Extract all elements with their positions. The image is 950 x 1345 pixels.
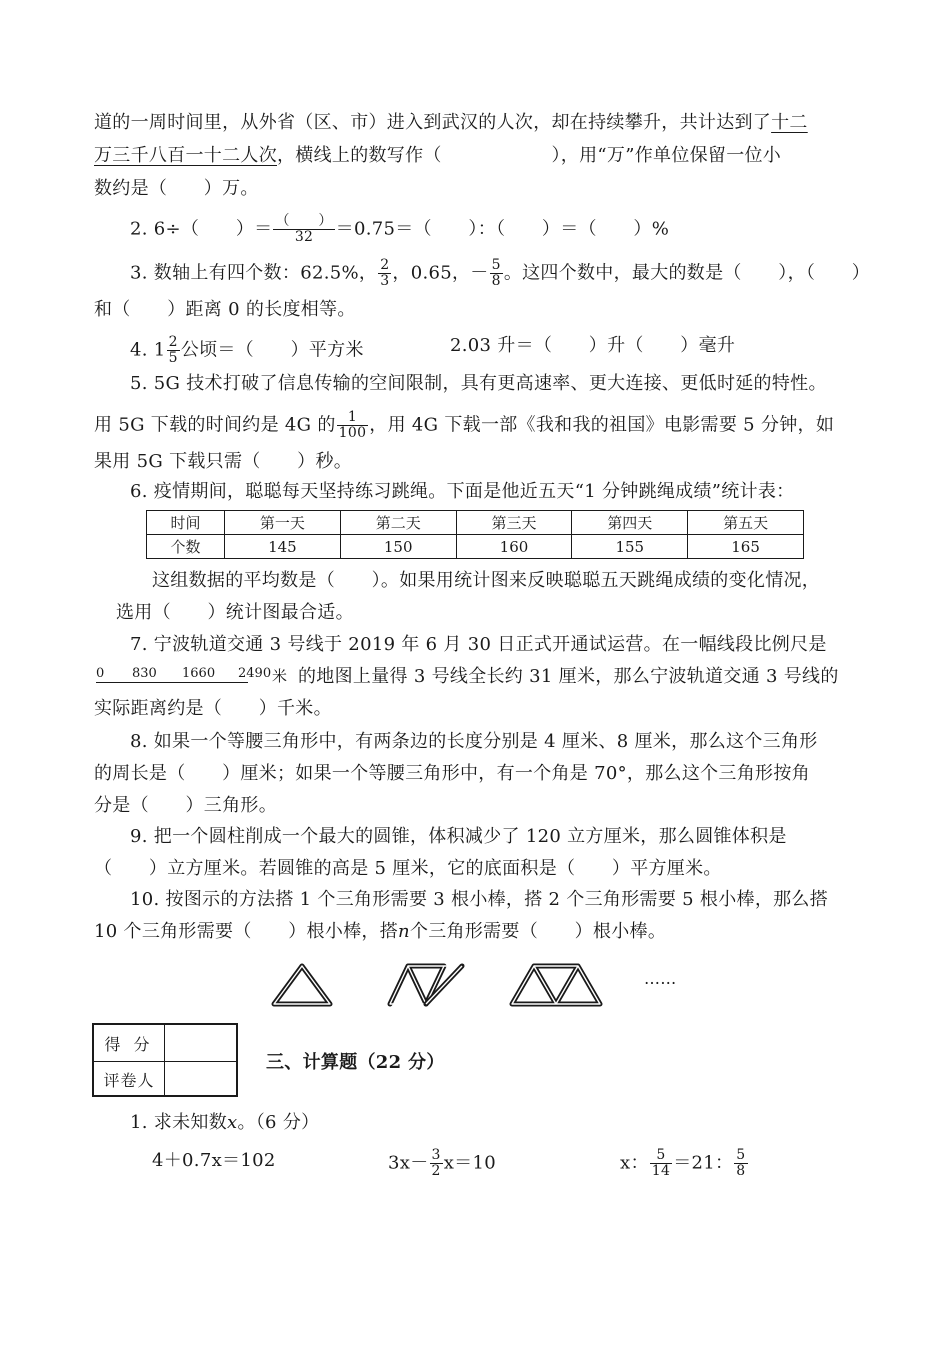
q7-line3: 实际距离约是（ ）千米。 (94, 698, 332, 719)
eq3-f2-num: 5 (736, 1147, 746, 1163)
eq3-f1-den: 14 (651, 1163, 671, 1179)
score-box (92, 1023, 238, 1097)
table-cell: 165 (688, 535, 804, 559)
equation-1: 4＋0.7x＝102 (152, 1150, 276, 1171)
table-row-label: 个数 (147, 535, 225, 559)
q10-text-b: 个三角形需要（ ）根小棒。 (409, 921, 667, 942)
three-triangles-figure (508, 962, 612, 1008)
q6-line2: 这组数据的平均数是（ ）。如果用统计图来反映聪聪五天跳绳成绩的变化情况， (152, 570, 821, 591)
table-header-cell: 时间 (147, 511, 225, 535)
table-cell: 145 (225, 535, 341, 559)
scale-label: 2490 (238, 666, 272, 681)
q4-text-a: 4. 1 (130, 339, 166, 361)
q4-f-num: 2 (168, 334, 178, 350)
q10-line2 (94, 921, 666, 943)
q5-f-den: 100 (338, 425, 367, 441)
s3q1-text-b: 。（6 分） (237, 1112, 320, 1133)
q3-text-c: 。这四个数中，最大的数是（ ），（ ） (503, 262, 871, 284)
q2-line (130, 214, 669, 245)
q3-fraction-1 (378, 258, 391, 289)
s3q1-text-a: 1. 求未知数 (130, 1112, 227, 1133)
eq3-f1-num: 5 (650, 1148, 672, 1164)
figure-ellipsis: …… (644, 969, 677, 988)
q4-line-c: 2.03 升＝（ ）升（ ）毫升 (450, 335, 736, 356)
table-header-cell: 第二天 (340, 511, 456, 535)
q6-line3: 选用（ ）统计图最合适。 (116, 602, 354, 623)
table-header-row (147, 511, 804, 535)
eq2-text-a: 3x－ (388, 1152, 429, 1174)
q2-text-a: 2. 6÷（ ）＝ (130, 218, 273, 240)
scale-label: 0 (96, 666, 105, 681)
q3-text-b: ，0.65，－ (392, 262, 489, 284)
table-row (147, 535, 804, 559)
q3-fraction-2 (490, 258, 503, 289)
q2-frac-num: （ ） (275, 213, 333, 229)
section-3-q1-title (130, 1112, 319, 1134)
q1-line3: 数约是（ ）万。 (94, 178, 259, 199)
q4-fraction (167, 335, 180, 366)
eq2-text-b: x＝10 (443, 1152, 496, 1174)
table-cell: 155 (572, 535, 688, 559)
q3-f2-num: 5 (491, 257, 501, 273)
q3-f2-den: 8 (491, 273, 501, 289)
q1-underlined-a: 十二 (771, 112, 808, 133)
q4-text-b: 公顷＝（ ）平方米 (180, 339, 364, 361)
q8-line1: 8. 如果一个等腰三角形中，有两条边的长度分别是 4 厘米、8 厘米，那么这个三角形 (130, 731, 818, 752)
jump-rope-table (146, 510, 804, 559)
q1-line1 (94, 112, 808, 134)
eq3-f2-den: 8 (736, 1163, 746, 1179)
eq3-fraction-2 (734, 1148, 747, 1179)
q2-text-b: ＝0.75＝（ ）：（ ）＝（ ）% (335, 218, 670, 240)
s3q1-variable-x: x (227, 1112, 238, 1133)
table-cell: 150 (340, 535, 456, 559)
q1-line2 (94, 145, 781, 167)
eq2-f-num: 3 (431, 1147, 441, 1163)
q4-line-a (130, 335, 364, 366)
scale-label: 830 (132, 666, 157, 681)
q8-line2: 的周长是（ ）厘米；如果一个等腰三角形中，有一个角是 70°，那么这个三角形按角 (94, 763, 810, 784)
table-header-cell: 第五天 (688, 511, 804, 535)
grader-row (94, 1061, 236, 1097)
score-row (94, 1025, 236, 1062)
q9-line1: 9. 把一个圆柱削成一个最大的圆锥，体积减少了 120 立方厘米，那么圆锥体积是 (130, 826, 787, 847)
table-cell: 160 (456, 535, 572, 559)
q3-text-a: 3. 数轴上有四个数：62.5%， (130, 262, 378, 284)
q1-text-b: ，横线上的数写作（ ），用“万”作单位保留一位小 (277, 145, 782, 166)
eq3-text-a: x： (620, 1152, 649, 1174)
grader-label: 评卷人 (94, 1061, 165, 1097)
table-header-cell: 第一天 (225, 511, 341, 535)
q9-line2: （ ）立方厘米。若圆锥的高是 5 厘米，它的底面积是（ ）平方厘米。 (94, 858, 722, 879)
q7-line1: 7. 宁波轨道交通 3 号线于 2019 年 6 月 30 日正式开通试运营。在一幅线段比例尺是 (130, 634, 827, 655)
q3-f1-den: 3 (380, 273, 390, 289)
q5-text-b: ，用 4G 下载一部《我和我的祖国》电影需要 5 分钟，如 (369, 414, 835, 436)
q2-frac-den: 32 (294, 229, 314, 245)
q5-line1: 5. 5G 技术打破了信息传输的空间限制，具有更高速率、更大连接、更低时延的特性。 (130, 373, 827, 394)
eq2-f-den: 2 (431, 1163, 441, 1179)
q8-line3: 分是（ ）三角形。 (94, 795, 277, 816)
one-triangle-figure (270, 962, 334, 1008)
equation-3 (620, 1148, 749, 1179)
equation-2 (388, 1148, 496, 1179)
eq2-fraction (430, 1148, 443, 1179)
q1-underlined-b: 万三千八百一十二人次 (94, 145, 277, 166)
q3-line1 (130, 258, 870, 289)
section-3-title: 三、计算题（22 分） (266, 1052, 445, 1073)
table-header-cell: 第四天 (572, 511, 688, 535)
q10-variable-n: n (398, 921, 410, 942)
q3-f1-num: 2 (380, 257, 390, 273)
eq3-fraction-1 (650, 1148, 672, 1179)
q6-line1: 6. 疫情期间，聪聪每天坚持练习跳绳。下面是他近五天“1 分钟跳绳成绩”统计表： (130, 481, 795, 502)
q5-line2 (94, 410, 834, 441)
scale-label: 1660 (182, 666, 216, 681)
q10-text-a: 10 个三角形需要（ ）根小棒，搭 (94, 921, 399, 942)
q1-text-a: 道的一周时间里，从外省（区、市）进入到武汉的人次，却在持续攀升，共计达到了 (94, 112, 772, 133)
q10-line1: 10. 按图示的方法搭 1 个三角形需要 3 根小棒，搭 2 个三角形需要 5 根小棒，那么搭 (130, 889, 829, 910)
q5-fraction (337, 410, 369, 441)
scale-line (96, 682, 248, 683)
two-triangles-figure (386, 962, 468, 1008)
score-label: 得 分 (94, 1025, 165, 1061)
q5-line3: 果用 5G 下载只需（ ）秒。 (94, 451, 353, 472)
q4-f-den: 5 (168, 350, 178, 366)
q5-text-a: 用 5G 下载的时间约是 4G 的 (94, 414, 336, 436)
q3-line2: 和（ ）距离 0 的长度相等。 (94, 299, 356, 320)
q7-line2: 的地图上量得 3 号线全长约 31 厘米，那么宁波轨道交通 3 号线的 (298, 666, 839, 687)
q5-f-num: 1 (337, 410, 369, 426)
scale-unit: 米 (272, 667, 288, 685)
q2-fraction (273, 214, 334, 245)
eq3-text-b: ＝21： (673, 1152, 734, 1174)
table-header-cell: 第三天 (456, 511, 572, 535)
